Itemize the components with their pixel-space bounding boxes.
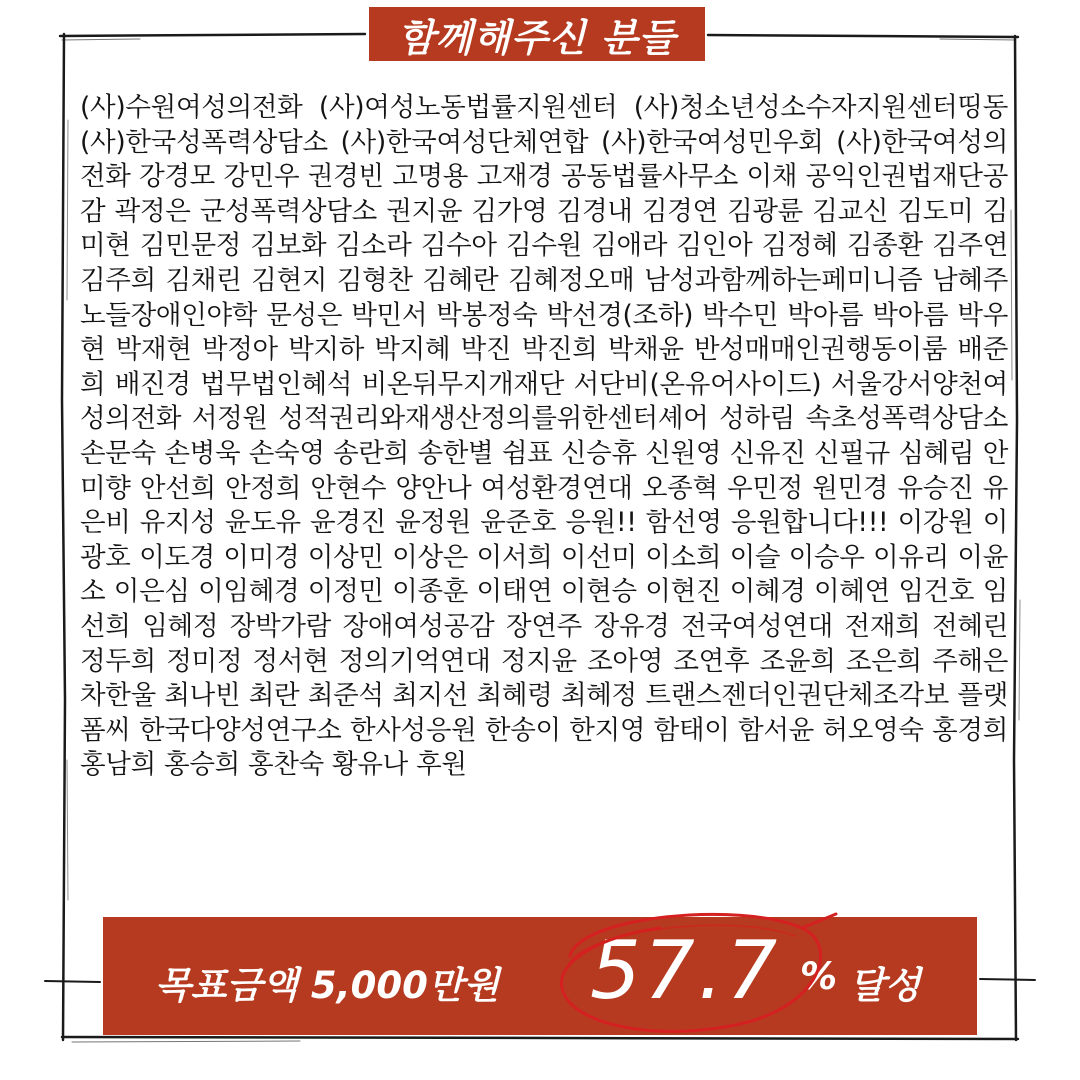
supporters-list: (사)수원여성의전화 (사)여성노동법률지원센터 (사)청소년성소수자지원센터띵동 (사)한국성폭력상담소 (사)한국여성단체연합 (사)한국여성민우회 (사)한국여성의전화 강경모 강민우 권경빈 고명용 고재경 공동법률사무소 이채 공익인권법재단공감 곽정은 군성폭력상담소 권지윤 김가영 김경내 김경연 김광륜 김교신 김도미 김미현 김민문정 김보화 김소라 김수아 김수원 김애라 김인아 김정혜 김종환 김주연 김주희 김채린 김현지 김형찬 김혜란 김혜정오매 남성과함께하는페미니즘 남혜주 노들장애인야학 문성은 박민서 박봉정숙 박선경(조하) 박수민 박아름 박아름 박우현 박재현 박정아 박지하 박지혜 박진 박진희 박채윤 반성매매인권행동이룸 배준희 배진경 법무법인혜석 비온뒤무지개재단 서단비(온유어사이드) 서울강서양천여성의전화 서정원 성적권리와재생산정의를위한센터셰어 성하림 속초성폭력상담소 손문숙 손병욱 손숙영 송란희 송한별 쉼표 신승휴 신원영 신유진 신필규 심혜림 안미향 안선희 안정희 안현수 양안나 여성환경연대 오종혁 우민정 원민경 유승진 유은비 유지성 윤도유 윤경진 윤정원 윤준호 응원!! 함선영 응원합니다!!! 이강원 이광호 이도경 이미경 이상민 이상은 이서희 이선미 이소희 이슬 이승우 이유리 이윤소 이은심 이임혜경 이정민 이종훈 이태연 이현승 이현진 이혜경 이혜연 임건호 임선희 임혜정 장박가람 장애여성공감 장연주 장유경 전국여성연대 전재희 전혜린 정두희 정미정 정서현 정의기억연대 정지윤 조아영 조연후 조윤희 조은희 주해은 차한울 최나빈 최란 최준석 최지선 최혜령 최혜정 트랜스젠더인권단체조각보 플랫폼씨 한국다양성연구소 한사성응원 한송이 한지영 함태이 함서윤 허오영숙 홍경희 홍남희 홍승희 홍찬숙 황유나 후원 — [80, 92, 1008, 781]
highlight-circle-icon — [540, 896, 850, 1046]
page-title: 함께해주신 분들 — [397, 15, 677, 60]
goal-suffix: 달성 — [849, 964, 921, 1007]
title-banner — [369, 7, 705, 61]
goal-label: 목표금액 5,000만원 — [155, 964, 500, 1007]
percent-sign: % — [800, 955, 838, 998]
goal-percent: 57.7 — [590, 924, 781, 1017]
